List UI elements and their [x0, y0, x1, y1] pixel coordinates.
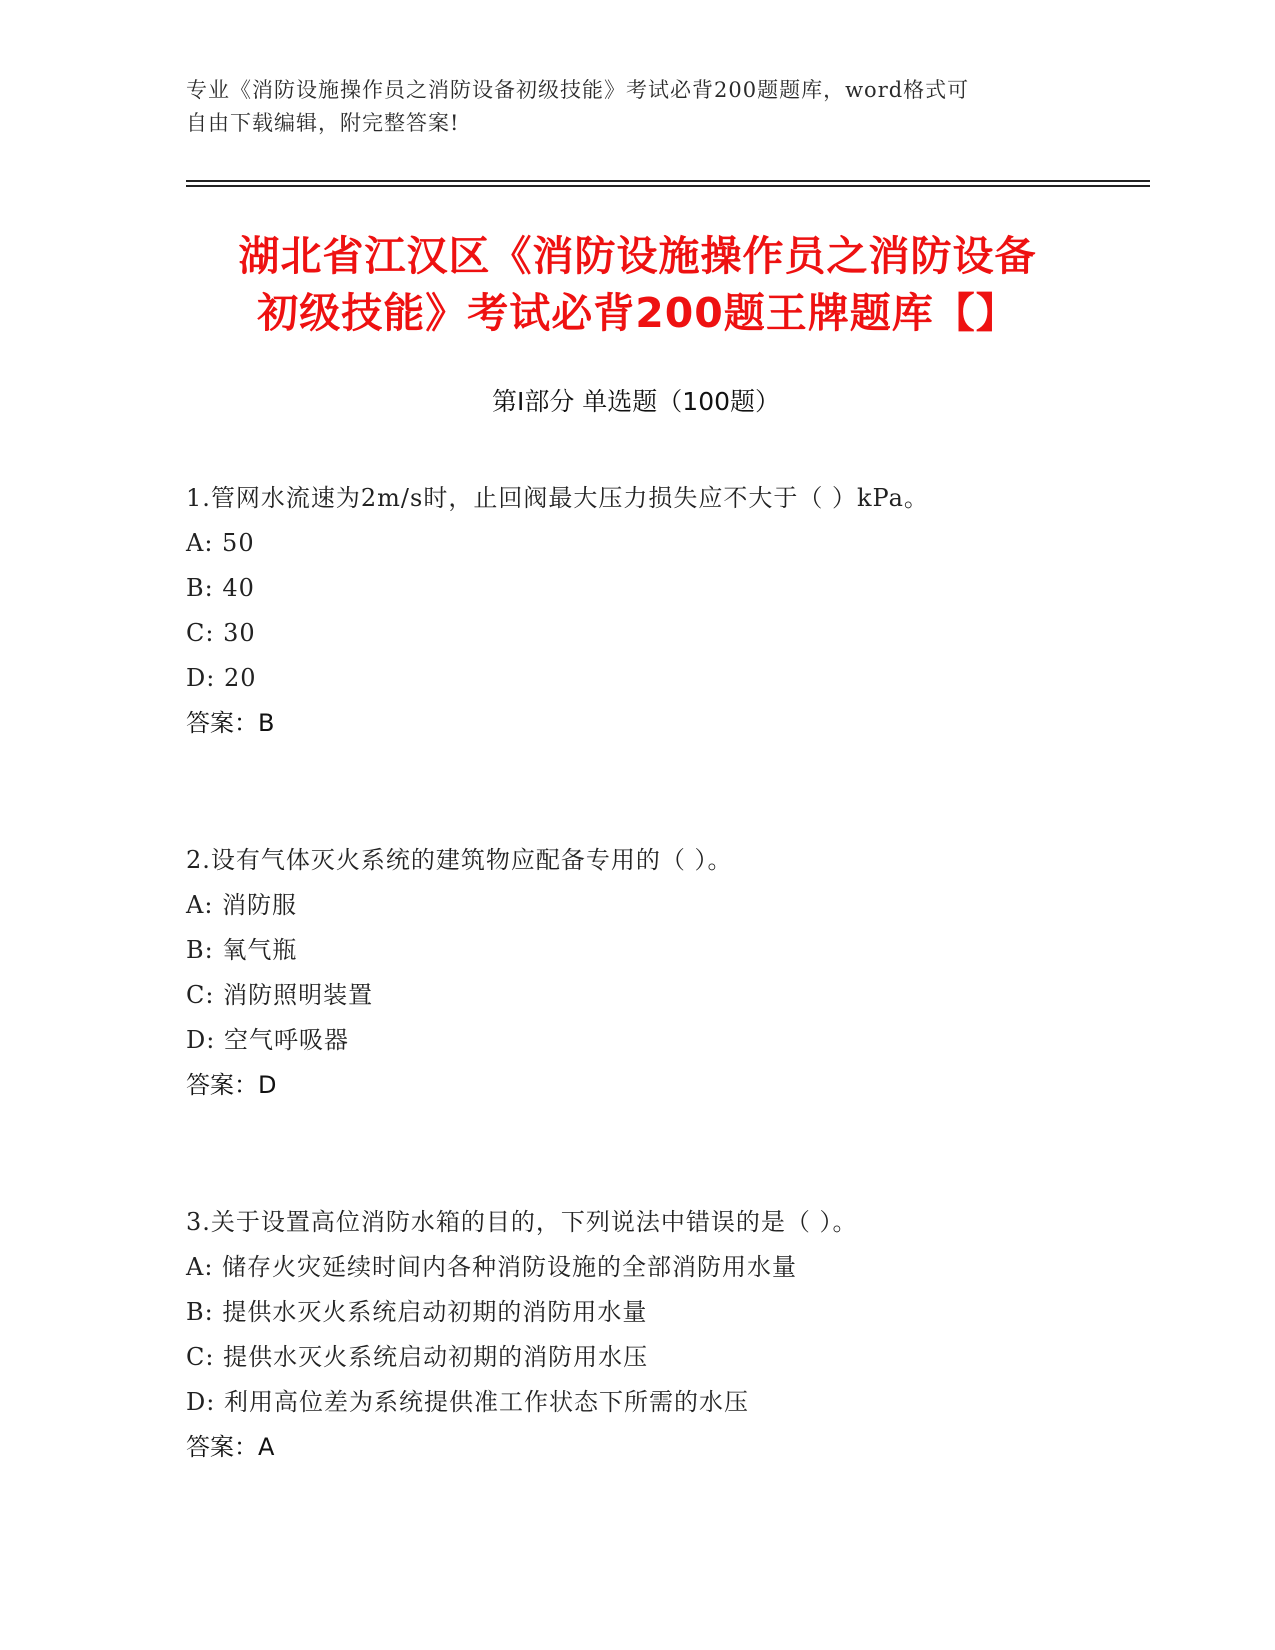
- question-list: [186, 476, 1146, 1470]
- option-b: B: 提供水灭火系统启动初期的消防用水量: [186, 1298, 648, 1326]
- answer-label: 答案：D: [186, 1071, 277, 1099]
- question-stem: 3.关于设置高位消防水箱的目的，下列说法中错误的是（ ）。: [186, 1208, 858, 1236]
- header-note-line-1: 专业《消防设施操作员之消防设备初级技能》考试必背200题题库，word格式可: [186, 78, 970, 102]
- option-a: A: 储存火灾延续时间内各种消防设施的全部消防用水量: [186, 1253, 798, 1281]
- answer-label: 答案：A: [186, 1433, 275, 1461]
- header-note-line-2: 自由下载编辑，附完整答案!: [186, 111, 460, 135]
- option-d: D: 20: [186, 664, 257, 692]
- question-stem: 2.设有气体灭火系统的建筑物应配备专用的（ ）。: [186, 846, 733, 874]
- section-heading: 第I部分 单选题（100题）: [491, 387, 781, 416]
- question-stem: 1.管网水流速为2m/s时，止回阀最大压力损失应不大于（ ）kPa。: [186, 484, 929, 512]
- question-item: [186, 1200, 1146, 1470]
- question-item: [186, 476, 1146, 746]
- document-title: [150, 228, 1125, 342]
- header-note: [186, 74, 1066, 140]
- header-divider-top: [186, 180, 1150, 182]
- document-title-line-1: 湖北省江汉区《消防设施操作员之消防设备: [238, 232, 1037, 280]
- header-divider-bottom: [186, 185, 1150, 187]
- question-spacer: [186, 1108, 1146, 1200]
- option-b: B: 40: [186, 574, 255, 602]
- option-c: C: 消防照明装置: [186, 981, 374, 1009]
- question-item: [186, 838, 1146, 1108]
- question-spacer: [186, 746, 1146, 838]
- document-title-line-2: 初级技能》考试必背200题王牌题库【】: [257, 289, 1018, 337]
- option-c: C: 提供水灭火系统启动初期的消防用水压: [186, 1343, 649, 1371]
- option-a: A: 50: [186, 529, 255, 557]
- option-d: D: 空气呼吸器: [186, 1026, 349, 1054]
- option-a: A: 消防服: [186, 891, 298, 919]
- option-d: D: 利用高位差为系统提供准工作状态下所需的水压: [186, 1388, 749, 1416]
- answer-label: 答案：B: [186, 709, 275, 737]
- option-b: B: 氧气瓶: [186, 936, 298, 964]
- option-c: C: 30: [186, 619, 256, 647]
